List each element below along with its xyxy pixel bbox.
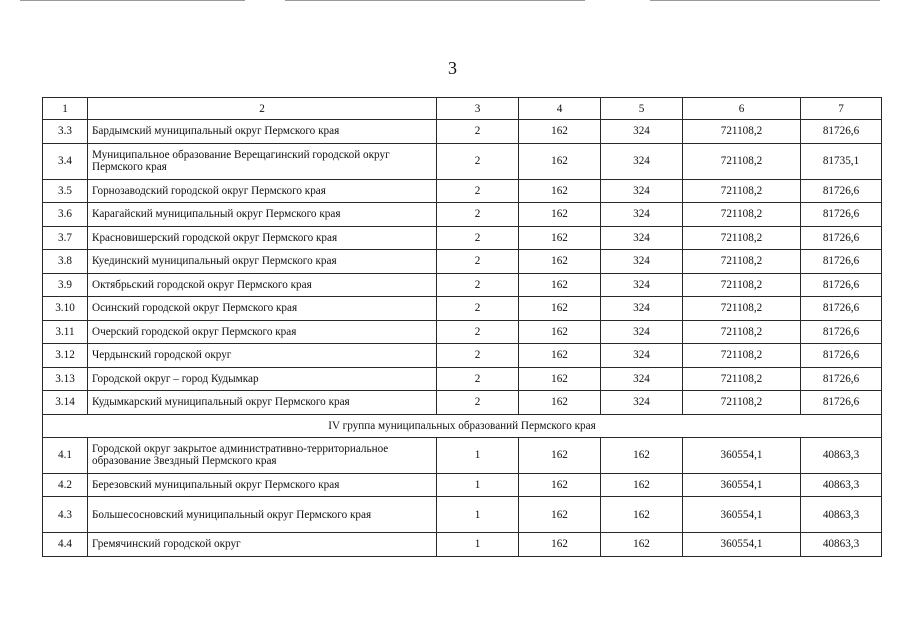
value-cell-col7: 40863,3 <box>801 473 882 497</box>
value-cell-col4: 162 <box>519 367 601 391</box>
table-row <box>43 226 882 250</box>
column-header: 7 <box>801 98 882 120</box>
row-number-cell: 3.3 <box>43 120 88 144</box>
value-cell-col4: 162 <box>519 473 601 497</box>
value-cell-col4: 162 <box>519 143 601 179</box>
value-cell-col5: 324 <box>601 250 683 274</box>
row-number-cell: 3.12 <box>43 344 88 368</box>
table-row <box>43 179 882 203</box>
municipality-name-cell: Бардымский муниципальный округ Пермского края <box>88 120 437 144</box>
value-cell-col5: 324 <box>601 143 683 179</box>
row-number-cell: 3.7 <box>43 226 88 250</box>
municipality-name-cell: Осинский городской округ Пермского края <box>88 297 437 321</box>
table-row <box>43 497 882 533</box>
value-cell-col3: 2 <box>437 250 519 274</box>
group-label: IV группа муниципальных образований Пермского края <box>43 414 882 437</box>
value-cell-col7: 40863,3 <box>801 497 882 533</box>
table-row <box>43 391 882 415</box>
table-row <box>43 533 882 557</box>
value-cell-col3: 1 <box>437 437 519 473</box>
value-cell-col3: 2 <box>437 143 519 179</box>
value-cell-col7: 40863,3 <box>801 533 882 557</box>
column-header: 4 <box>519 98 601 120</box>
row-number-cell: 3.4 <box>43 143 88 179</box>
table-row <box>43 250 882 274</box>
group-header-row <box>43 414 882 437</box>
row-number-cell: 3.11 <box>43 320 88 344</box>
value-cell-col6: 360554,1 <box>683 473 801 497</box>
value-cell-col6: 721108,2 <box>683 203 801 227</box>
value-cell-col7: 81726,6 <box>801 367 882 391</box>
value-cell-col3: 2 <box>437 344 519 368</box>
table-row <box>43 320 882 344</box>
value-cell-col6: 360554,1 <box>683 437 801 473</box>
column-header: 5 <box>601 98 683 120</box>
value-cell-col5: 162 <box>601 533 683 557</box>
value-cell-col4: 162 <box>519 203 601 227</box>
value-cell-col4: 162 <box>519 437 601 473</box>
value-cell-col4: 162 <box>519 250 601 274</box>
value-cell-col3: 2 <box>437 179 519 203</box>
column-header: 2 <box>88 98 437 120</box>
allocation-table <box>42 97 882 557</box>
value-cell-col5: 324 <box>601 179 683 203</box>
value-cell-col4: 162 <box>519 497 601 533</box>
table-row <box>43 203 882 227</box>
value-cell-col6: 721108,2 <box>683 250 801 274</box>
value-cell-col3: 1 <box>437 473 519 497</box>
value-cell-col7: 81726,6 <box>801 203 882 227</box>
municipality-name-cell: Горнозаводский городской округ Пермского края <box>88 179 437 203</box>
value-cell-col7: 81726,6 <box>801 120 882 144</box>
row-number-cell: 4.3 <box>43 497 88 533</box>
table-row <box>43 344 882 368</box>
municipality-name-cell: Карагайский муниципальный округ Пермского края <box>88 203 437 227</box>
value-cell-col4: 162 <box>519 391 601 415</box>
row-number-cell: 3.6 <box>43 203 88 227</box>
municipality-name-cell: Очерский городской округ Пермского края <box>88 320 437 344</box>
value-cell-col3: 2 <box>437 120 519 144</box>
value-cell-col6: 721108,2 <box>683 391 801 415</box>
value-cell-col6: 721108,2 <box>683 320 801 344</box>
column-header: 6 <box>683 98 801 120</box>
value-cell-col3: 2 <box>437 273 519 297</box>
value-cell-col6: 721108,2 <box>683 273 801 297</box>
value-cell-col5: 324 <box>601 203 683 227</box>
row-number-cell: 3.10 <box>43 297 88 321</box>
column-header: 1 <box>43 98 88 120</box>
value-cell-col6: 721108,2 <box>683 179 801 203</box>
table-body <box>43 120 882 557</box>
table-row <box>43 297 882 321</box>
table-row <box>43 367 882 391</box>
municipality-name-cell: Кудымкарский муниципальный округ Пермского края <box>88 391 437 415</box>
value-cell-col7: 81726,6 <box>801 320 882 344</box>
page-number: 3 <box>448 58 457 78</box>
value-cell-col3: 1 <box>437 497 519 533</box>
value-cell-col3: 2 <box>437 297 519 321</box>
row-number-cell: 4.1 <box>43 437 88 473</box>
top-scan-rule-left <box>20 0 245 1</box>
value-cell-col7: 40863,3 <box>801 437 882 473</box>
table-row <box>43 273 882 297</box>
row-number-cell: 3.13 <box>43 367 88 391</box>
municipality-name-cell: Муниципальное образование Верещагинский городской округ Пермского края <box>88 143 437 179</box>
top-scan-rule-right <box>650 0 880 1</box>
value-cell-col5: 324 <box>601 391 683 415</box>
value-cell-col5: 324 <box>601 320 683 344</box>
table-row <box>43 143 882 179</box>
municipality-name-cell: Красновишерский городской округ Пермского края <box>88 226 437 250</box>
value-cell-col3: 2 <box>437 203 519 227</box>
municipality-name-cell: Чердынский городской округ <box>88 344 437 368</box>
value-cell-col6: 721108,2 <box>683 120 801 144</box>
municipality-name-cell: Гремячинский городской округ <box>88 533 437 557</box>
value-cell-col6: 721108,2 <box>683 297 801 321</box>
column-number-row <box>43 98 882 120</box>
table-row <box>43 473 882 497</box>
row-number-cell: 3.5 <box>43 179 88 203</box>
value-cell-col5: 324 <box>601 226 683 250</box>
municipality-name-cell: Октябрьский городской округ Пермского края <box>88 273 437 297</box>
value-cell-col6: 721108,2 <box>683 226 801 250</box>
value-cell-col5: 324 <box>601 367 683 391</box>
value-cell-col4: 162 <box>519 533 601 557</box>
value-cell-col3: 2 <box>437 391 519 415</box>
value-cell-col5: 324 <box>601 120 683 144</box>
value-cell-col4: 162 <box>519 120 601 144</box>
value-cell-col4: 162 <box>519 273 601 297</box>
value-cell-col5: 324 <box>601 297 683 321</box>
value-cell-col3: 2 <box>437 367 519 391</box>
municipality-name-cell: Городской округ – город Кудымкар <box>88 367 437 391</box>
row-number-cell: 3.9 <box>43 273 88 297</box>
value-cell-col7: 81726,6 <box>801 250 882 274</box>
value-cell-col5: 162 <box>601 473 683 497</box>
municipality-name-cell: Большесосновский муниципальный округ Пермского края <box>88 497 437 533</box>
value-cell-col7: 81726,6 <box>801 297 882 321</box>
table-row <box>43 437 882 473</box>
municipality-name-cell: Березовский муниципальный округ Пермского края <box>88 473 437 497</box>
value-cell-col3: 1 <box>437 533 519 557</box>
value-cell-col4: 162 <box>519 297 601 321</box>
value-cell-col3: 2 <box>437 320 519 344</box>
municipality-name-cell: Городской округ закрытое административно-территориальное образование Звездный Пермского края <box>88 437 437 473</box>
value-cell-col6: 721108,2 <box>683 143 801 179</box>
value-cell-col7: 81735,1 <box>801 143 882 179</box>
value-cell-col5: 324 <box>601 344 683 368</box>
column-header: 3 <box>437 98 519 120</box>
value-cell-col4: 162 <box>519 226 601 250</box>
value-cell-col7: 81726,6 <box>801 226 882 250</box>
value-cell-col6: 360554,1 <box>683 533 801 557</box>
value-cell-col5: 324 <box>601 273 683 297</box>
value-cell-col6: 721108,2 <box>683 344 801 368</box>
value-cell-col4: 162 <box>519 179 601 203</box>
value-cell-col7: 81726,6 <box>801 344 882 368</box>
value-cell-col4: 162 <box>519 320 601 344</box>
value-cell-col3: 2 <box>437 226 519 250</box>
value-cell-col5: 162 <box>601 497 683 533</box>
row-number-cell: 3.14 <box>43 391 88 415</box>
value-cell-col7: 81726,6 <box>801 179 882 203</box>
value-cell-col5: 162 <box>601 437 683 473</box>
value-cell-col7: 81726,6 <box>801 273 882 297</box>
row-number-cell: 4.2 <box>43 473 88 497</box>
row-number-cell: 4.4 <box>43 533 88 557</box>
top-scan-rule-center <box>285 0 585 1</box>
value-cell-col6: 360554,1 <box>683 497 801 533</box>
row-number-cell: 3.8 <box>43 250 88 274</box>
value-cell-col4: 162 <box>519 344 601 368</box>
table-row <box>43 120 882 144</box>
value-cell-col7: 81726,6 <box>801 391 882 415</box>
value-cell-col6: 721108,2 <box>683 367 801 391</box>
municipality-name-cell: Куединский муниципальный округ Пермского края <box>88 250 437 274</box>
